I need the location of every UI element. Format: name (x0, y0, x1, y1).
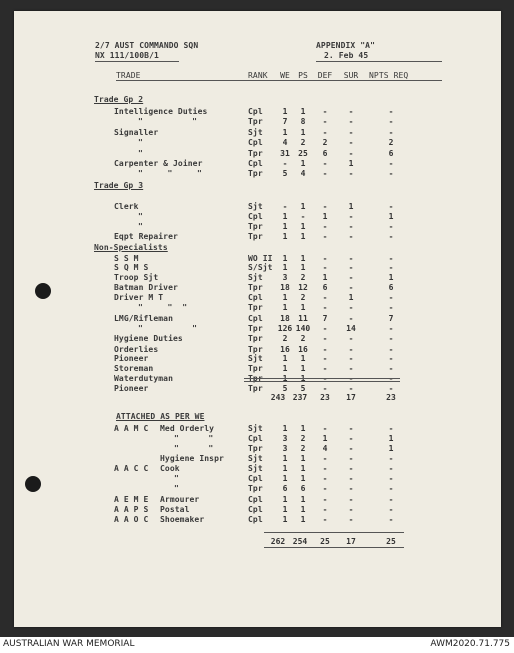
trade-cell: " " (138, 117, 197, 126)
req-cell: - (388, 254, 394, 263)
we-cell: 1 (282, 263, 288, 272)
req-cell: 1 (388, 434, 394, 443)
def-cell: - (322, 364, 328, 373)
we-cell: 1 (282, 505, 288, 514)
we-cell: 1 (282, 232, 288, 241)
trade-cell: Intelligence Duties (114, 107, 208, 116)
we-cell: 1 (282, 495, 288, 504)
trade-cell: Hygiene Duties (114, 334, 183, 343)
def-cell: 6 (322, 149, 328, 158)
sur-cell: - (348, 212, 354, 221)
sur-cell: - (348, 474, 354, 483)
trade-cell: " " " (138, 303, 188, 312)
def-cell: - (322, 303, 328, 312)
header-def: DEF (317, 71, 333, 80)
sur-cell: - (348, 384, 354, 393)
we-cell: 1 (282, 254, 288, 263)
ps-cell: 1 (300, 364, 306, 373)
subtotal-req: 23 (386, 393, 396, 402)
we-cell: 3 (282, 444, 288, 453)
ps-cell: 1 (300, 232, 306, 241)
trade-cell: " " (174, 434, 214, 443)
ps-cell: 2 (300, 444, 306, 453)
def-cell: 1 (322, 434, 328, 443)
trade-cell: Driver M T (114, 293, 164, 302)
rank-cell: Tpr (248, 484, 263, 493)
def-cell: - (322, 484, 328, 493)
rank-cell: Tpr (248, 334, 263, 343)
total-req: 25 (386, 537, 396, 546)
archive-footer (0, 637, 514, 653)
header-sur: SUR (343, 71, 359, 80)
trade-cell: S Q M S (114, 263, 149, 272)
rank-cell: Sjt (248, 273, 263, 282)
document-date: 2. Feb 45 (324, 51, 369, 60)
header-rank: RANK (248, 71, 268, 80)
rank-cell: Tpr (248, 232, 263, 241)
ps-cell: 1 (300, 107, 306, 116)
trade-cell: Clerk (114, 202, 139, 211)
rank-cell: Tpr (248, 384, 263, 393)
total-rule (264, 532, 404, 533)
sur-cell: - (348, 107, 354, 116)
def-cell: - (322, 324, 328, 333)
def-cell: 1 (322, 212, 328, 221)
we-cell: 1 (282, 303, 288, 312)
trade-cell: " " (138, 324, 197, 333)
req-cell: - (388, 324, 394, 333)
req-cell: - (388, 202, 394, 211)
document-page (14, 11, 501, 627)
req-cell: - (388, 334, 394, 343)
def-cell: - (322, 424, 328, 433)
def-cell: - (322, 474, 328, 483)
sur-cell: - (348, 222, 354, 231)
rank-cell: Cpl (248, 495, 263, 504)
req-cell: - (388, 169, 394, 178)
trade-cell: " (138, 138, 143, 147)
sur-cell: - (348, 354, 354, 363)
rank-cell: Cpl (248, 474, 263, 483)
we-cell: 1 (282, 515, 288, 524)
ps-cell: 16 (298, 345, 308, 354)
rank-cell: WO II (248, 254, 273, 263)
req-cell: - (388, 232, 394, 241)
rank-cell: Tpr (248, 303, 263, 312)
rank-cell: Tpr (248, 364, 263, 373)
rank-cell: Tpr (248, 324, 263, 333)
ps-cell: 1 (300, 454, 306, 463)
ps-cell: 1 (300, 159, 306, 168)
def-cell: - (322, 454, 328, 463)
subtotal-we: 243 (270, 393, 286, 402)
sur-cell: - (348, 232, 354, 241)
req-cell: - (388, 484, 394, 493)
trade-cell: Carpenter & Joiner (114, 159, 203, 168)
sur-cell: - (348, 254, 354, 263)
we-cell: 2 (282, 334, 288, 343)
trade-cell: " (174, 474, 179, 483)
attached-heading: ATTACHED AS PER WE (116, 412, 205, 421)
we-cell: 1 (282, 293, 288, 302)
ps-cell: 140 (295, 324, 311, 333)
trade-cell: Postal (160, 505, 190, 514)
sur-cell: - (348, 117, 354, 126)
we-cell: 16 (280, 345, 290, 354)
we-cell: 18 (280, 283, 290, 292)
def-cell: - (322, 232, 328, 241)
sur-cell: 1 (348, 159, 354, 168)
ps-cell: 4 (300, 169, 306, 178)
rank-cell: Cpl (248, 138, 263, 147)
ps-cell: 5 (300, 384, 306, 393)
rank-cell: Cpl (248, 212, 263, 221)
def-cell: - (322, 117, 328, 126)
sur-cell: - (348, 128, 354, 137)
corps-cell: A E M E (114, 495, 149, 504)
ps-cell: 1 (300, 263, 306, 272)
sur-cell: - (348, 334, 354, 343)
header-we: WE (280, 71, 290, 80)
trade-cell: Pioneer (114, 384, 149, 393)
trade-cell: Med Orderly (160, 424, 215, 433)
ps-cell: 25 (298, 149, 308, 158)
ps-cell: 1 (300, 474, 306, 483)
req-cell: 1 (388, 212, 394, 221)
reference-number: NX 111/100B/1 (95, 51, 159, 60)
rank-cell: Cpl (248, 314, 263, 323)
sur-cell: - (348, 454, 354, 463)
sur-cell: - (348, 505, 354, 514)
def-cell: - (322, 334, 328, 343)
trade-cell: S S M (114, 254, 139, 263)
sur-cell: - (348, 515, 354, 524)
ps-cell: 1 (300, 464, 306, 473)
total-underline (264, 547, 404, 548)
rank-cell: Tpr (248, 117, 263, 126)
rank-cell: Tpr (248, 283, 263, 292)
trade-cell: " " (174, 444, 214, 453)
def-cell: - (322, 515, 328, 524)
sur-cell: - (348, 424, 354, 433)
sur-cell: - (348, 138, 354, 147)
req-cell: - (388, 345, 394, 354)
ps-cell: 12 (298, 283, 308, 292)
rank-cell: Cpl (248, 107, 263, 116)
rank-cell: S/Sjt (248, 263, 273, 272)
req-cell: - (388, 117, 394, 126)
sur-cell: - (348, 364, 354, 373)
ps-cell: 1 (300, 254, 306, 263)
we-cell: 1 (282, 354, 288, 363)
def-cell: - (322, 128, 328, 137)
we-cell: 18 (280, 314, 290, 323)
archive-item-id: AWM2020.71.775 (430, 639, 510, 649)
we-cell: 1 (282, 107, 288, 116)
we-cell: 1 (282, 454, 288, 463)
req-cell: 7 (388, 314, 394, 323)
def-cell: 4 (322, 444, 328, 453)
def-cell: - (322, 345, 328, 354)
ps-cell: 2 (300, 273, 306, 282)
trade-cell: Shoemaker (160, 515, 205, 524)
sur-cell: - (348, 444, 354, 453)
punch-hole (35, 283, 51, 299)
total-we: 262 (270, 537, 286, 546)
sur-cell: 1 (348, 202, 354, 211)
we-cell: 7 (282, 117, 288, 126)
rank-cell: Sjt (248, 128, 263, 137)
req-cell: - (388, 354, 394, 363)
req-cell: - (388, 263, 394, 272)
rank-cell: Sjt (248, 424, 263, 433)
ps-cell: 8 (300, 117, 306, 126)
def-cell: - (322, 464, 328, 473)
total-sur: 17 (346, 537, 356, 546)
sur-cell: - (348, 495, 354, 504)
subtotal-def: 23 (320, 393, 330, 402)
ps-cell: 2 (300, 334, 306, 343)
ps-cell: 11 (298, 314, 308, 323)
ps-cell: - (300, 212, 306, 221)
trade-cell: LMG/Rifleman (114, 314, 173, 323)
rank-cell: Sjt (248, 354, 263, 363)
def-cell: - (322, 505, 328, 514)
trade-cell: Storeman (114, 364, 154, 373)
header-rule (95, 61, 179, 62)
req-cell: - (388, 454, 394, 463)
sur-cell: - (348, 345, 354, 354)
corps-cell: A A O C (114, 515, 149, 524)
req-cell: - (388, 128, 394, 137)
appendix-label: APPENDIX "A" (316, 41, 375, 50)
ps-cell: 1 (300, 424, 306, 433)
ps-cell: 1 (300, 354, 306, 363)
req-cell: - (388, 424, 394, 433)
req-cell: - (388, 515, 394, 524)
ps-cell: 1 (300, 202, 306, 211)
header-ps: PS (298, 71, 308, 80)
trade-cell: Signaller (114, 128, 159, 137)
trade-cell: Cook (160, 464, 180, 473)
req-cell: - (388, 293, 394, 302)
req-cell: - (388, 107, 394, 116)
ps-cell: 2 (300, 138, 306, 147)
def-cell: - (322, 169, 328, 178)
sur-cell: - (348, 314, 354, 323)
rank-cell: Tpr (248, 169, 263, 178)
trade-cell: Orderlies (114, 345, 159, 354)
req-cell: 6 (388, 283, 394, 292)
sur-cell: - (348, 283, 354, 292)
we-cell: 5 (282, 384, 288, 393)
rank-cell: Tpr (248, 345, 263, 354)
def-cell: 1 (322, 273, 328, 282)
trade-cell: " (138, 149, 143, 158)
def-cell: - (322, 263, 328, 272)
we-cell: 1 (282, 128, 288, 137)
trade-cell: Pioneer (114, 354, 149, 363)
ps-cell: 1 (300, 128, 306, 137)
def-cell: - (322, 107, 328, 116)
sur-cell: - (348, 273, 354, 282)
rank-cell: Tpr (248, 444, 263, 453)
req-cell: 6 (388, 149, 394, 158)
rank-cell: Cpl (248, 515, 263, 524)
total-ps: 254 (292, 537, 308, 546)
we-cell: 1 (282, 464, 288, 473)
req-cell: 1 (388, 273, 394, 282)
rank-cell: Cpl (248, 505, 263, 514)
def-cell: 2 (322, 138, 328, 147)
we-cell: 1 (282, 212, 288, 221)
sur-cell: - (348, 169, 354, 178)
req-cell: - (388, 384, 394, 393)
we-cell: 1 (282, 222, 288, 231)
req-cell: - (388, 222, 394, 231)
subtotal-ps: 237 (292, 393, 308, 402)
we-cell: - (282, 159, 288, 168)
punch-hole (25, 476, 41, 492)
section-heading: Trade Gp 2 (94, 95, 144, 104)
def-cell: - (322, 159, 328, 168)
rank-cell: Cpl (248, 159, 263, 168)
req-cell: 2 (388, 138, 394, 147)
req-cell: - (388, 495, 394, 504)
we-cell: 3 (282, 434, 288, 443)
we-cell: - (282, 202, 288, 211)
rank-cell: Sjt (248, 454, 263, 463)
section-heading: Trade Gp 3 (94, 181, 144, 190)
we-cell: 6 (282, 484, 288, 493)
trade-cell: Waterdutyman (114, 374, 173, 383)
corps-cell: A A P S (114, 505, 149, 514)
we-cell: 1 (282, 424, 288, 433)
sur-cell: - (348, 464, 354, 473)
def-cell: - (322, 384, 328, 393)
we-cell: 1 (282, 364, 288, 373)
we-cell: 5 (282, 169, 288, 178)
def-cell: - (322, 254, 328, 263)
trade-cell: Hygiene Inspr (160, 454, 224, 463)
trade-cell: " (138, 222, 143, 231)
unit-name: 2/7 AUST COMMANDO SQN (95, 41, 199, 50)
ps-cell: 1 (300, 303, 306, 312)
req-cell: - (388, 464, 394, 473)
we-cell: 4 (282, 138, 288, 147)
ps-cell: 1 (300, 505, 306, 514)
subtotal-rule (244, 381, 400, 382)
req-cell: - (388, 364, 394, 373)
req-cell: - (388, 159, 394, 168)
header-underline (116, 80, 442, 81)
sur-cell: - (348, 263, 354, 272)
def-cell: - (322, 354, 328, 363)
we-cell: 3 (282, 273, 288, 282)
trade-cell: Eqpt Repairer (114, 232, 178, 241)
sur-cell: - (348, 303, 354, 312)
archive-name: AUSTRALIAN WAR MEMORIAL (3, 639, 135, 649)
trade-cell: " (174, 484, 179, 493)
we-cell: 126 (277, 324, 293, 333)
ps-cell: 1 (300, 495, 306, 504)
trade-cell: Troop Sjt (114, 273, 159, 282)
rank-cell: Sjt (248, 202, 263, 211)
def-cell: 7 (322, 314, 328, 323)
trade-cell: " " " (138, 169, 202, 178)
req-cell: - (388, 474, 394, 483)
rank-cell: Sjt (248, 464, 263, 473)
rank-cell: Cpl (248, 434, 263, 443)
ps-cell: 1 (300, 515, 306, 524)
total-def: 25 (320, 537, 330, 546)
sur-cell: - (348, 484, 354, 493)
trade-cell: Batman Driver (114, 283, 178, 292)
def-cell: - (322, 202, 328, 211)
we-cell: 1 (282, 474, 288, 483)
def-cell: - (322, 222, 328, 231)
trade-cell: Armourer (160, 495, 200, 504)
we-cell: 31 (280, 149, 290, 158)
sur-cell: 14 (346, 324, 356, 333)
header-rule (316, 61, 442, 62)
req-cell: 1 (388, 444, 394, 453)
req-cell: - (388, 303, 394, 312)
rank-cell: Tpr (248, 149, 263, 158)
section-heading: Non-Specialists (94, 243, 168, 252)
rank-cell: Tpr (248, 222, 263, 231)
subtotal-rule (244, 378, 400, 379)
header-trade: TRADE (116, 71, 141, 80)
ps-cell: 6 (300, 484, 306, 493)
subtotal-sur: 17 (346, 393, 356, 402)
ps-cell: 1 (300, 222, 306, 231)
ps-cell: 2 (300, 293, 306, 302)
def-cell: - (322, 495, 328, 504)
sur-cell: - (348, 434, 354, 443)
def-cell: 6 (322, 283, 328, 292)
trade-cell: " (138, 212, 143, 221)
header-npts-req: NPTS REQ (369, 71, 409, 80)
corps-cell: A A C C (114, 464, 149, 473)
corps-cell: A A M C (114, 424, 149, 433)
req-cell: - (388, 505, 394, 514)
sur-cell: - (348, 149, 354, 158)
rank-cell: Cpl (248, 293, 263, 302)
ps-cell: 2 (300, 434, 306, 443)
def-cell: - (322, 293, 328, 302)
sur-cell: 1 (348, 293, 354, 302)
